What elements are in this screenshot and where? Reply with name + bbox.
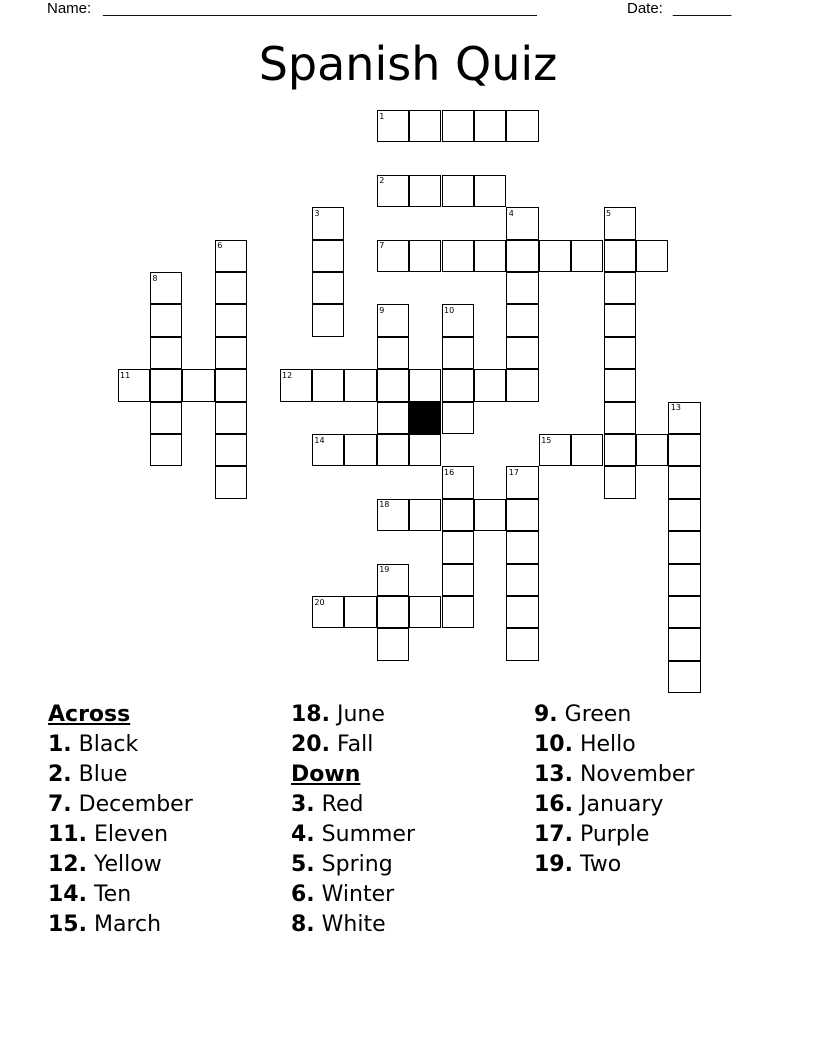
- grid-cell[interactable]: [409, 434, 441, 466]
- grid-cell[interactable]: [442, 369, 474, 401]
- clue-column-1: [48, 700, 193, 940]
- clue-text: Summer: [314, 822, 416, 847]
- grid-cell[interactable]: [474, 240, 506, 272]
- clue-number-label: 11.: [48, 822, 87, 847]
- grid-cell[interactable]: [442, 337, 474, 369]
- clue-across-item: [291, 700, 415, 730]
- clue-across-item: [48, 880, 193, 910]
- clue-down-item: [291, 820, 415, 850]
- grid-cell[interactable]: [604, 369, 636, 401]
- grid-cell[interactable]: [604, 337, 636, 369]
- grid-cell[interactable]: [604, 402, 636, 434]
- grid-cell[interactable]: [668, 434, 700, 466]
- grid-cell[interactable]: [344, 369, 376, 401]
- clue-number-label: 6.: [291, 882, 315, 907]
- grid-cell[interactable]: [506, 369, 538, 401]
- grid-cell[interactable]: [571, 240, 603, 272]
- black-cell: [409, 402, 441, 434]
- clue-across-item: [48, 790, 193, 820]
- clue-number-label: 1.: [48, 732, 72, 757]
- grid-cell[interactable]: [409, 499, 441, 531]
- grid-cell[interactable]: [377, 628, 409, 660]
- clue-number-label: 19.: [534, 852, 573, 877]
- clue-text: Yellow: [86, 852, 162, 877]
- grid-cell[interactable]: [604, 434, 636, 466]
- clue-text: January: [572, 792, 664, 817]
- clue-number-label: 16.: [534, 792, 573, 817]
- clue-number-label: 20.: [291, 732, 330, 757]
- grid-cell[interactable]: [442, 596, 474, 628]
- grid-cell[interactable]: [636, 434, 668, 466]
- grid-cell[interactable]: [377, 369, 409, 401]
- clue-across-item: [48, 910, 193, 940]
- grid-cell[interactable]: [215, 337, 247, 369]
- clue-number-label: 10.: [534, 732, 573, 757]
- clue-text: Red: [314, 792, 364, 817]
- grid-cell[interactable]: [668, 661, 700, 693]
- grid-cell[interactable]: [150, 369, 182, 401]
- clue-number: 12: [282, 370, 293, 380]
- clue-across-item: [48, 820, 193, 850]
- clue-down-item: [534, 760, 694, 790]
- clue-number: 17: [508, 467, 519, 477]
- clue-number: 9: [379, 305, 385, 315]
- grid-cell[interactable]: [409, 240, 441, 272]
- grid-cell[interactable]: [474, 110, 506, 142]
- clue-number-label: 5.: [291, 852, 315, 877]
- grid-cell[interactable]: [506, 596, 538, 628]
- grid-cell[interactable]: [442, 564, 474, 596]
- grid-cell[interactable]: [215, 272, 247, 304]
- down-heading: Down: [291, 762, 361, 787]
- grid-cell[interactable]: [215, 466, 247, 498]
- clue-text: Winter: [314, 882, 395, 907]
- grid-cell[interactable]: [409, 175, 441, 207]
- clue-number: 6: [217, 241, 223, 251]
- clue-down-item: [291, 850, 415, 880]
- clue-text: Spring: [314, 852, 393, 877]
- clue-number: 2: [379, 176, 385, 186]
- clue-number: 13: [670, 403, 681, 413]
- grid-cell[interactable]: [409, 110, 441, 142]
- grid-cell[interactable]: [442, 499, 474, 531]
- clue-number-label: 2.: [48, 762, 72, 787]
- clue-number: 4: [508, 208, 514, 218]
- grid-cell[interactable]: [312, 369, 344, 401]
- clue-down-item: [534, 790, 694, 820]
- grid-cell[interactable]: [150, 434, 182, 466]
- clue-number: 5: [606, 208, 612, 218]
- grid-cell[interactable]: [312, 272, 344, 304]
- clue-text: White: [314, 912, 386, 937]
- grid-cell[interactable]: [668, 564, 700, 596]
- grid-cell[interactable]: [442, 402, 474, 434]
- clue-number: 1: [379, 111, 385, 121]
- grid-cell[interactable]: [312, 304, 344, 336]
- grid-cell[interactable]: [474, 175, 506, 207]
- clue-number-label: 15.: [48, 912, 87, 937]
- clue-text: June: [329, 702, 385, 727]
- clue-across-item: [291, 730, 415, 760]
- grid-cell[interactable]: [604, 466, 636, 498]
- grid-cell[interactable]: [215, 369, 247, 401]
- clue-across-item: [48, 730, 193, 760]
- clue-number-label: 18.: [291, 702, 330, 727]
- grid-cell[interactable]: [312, 240, 344, 272]
- grid-cell[interactable]: [442, 110, 474, 142]
- grid-cell[interactable]: [571, 434, 603, 466]
- date-field-line[interactable]: _______: [673, 0, 732, 17]
- clue-column-2: [291, 700, 415, 940]
- grid-cell[interactable]: [668, 596, 700, 628]
- grid-cell[interactable]: [344, 434, 376, 466]
- grid-cell[interactable]: [150, 304, 182, 336]
- clue-number: 7: [379, 241, 385, 251]
- clue-column-3: [534, 700, 694, 880]
- clue-text: Two: [572, 852, 622, 877]
- grid-cell[interactable]: [215, 434, 247, 466]
- clue-number-label: 14.: [48, 882, 87, 907]
- clue-number: 20: [314, 597, 325, 607]
- grid-cell[interactable]: [668, 628, 700, 660]
- grid-cell[interactable]: [506, 564, 538, 596]
- clue-number: 18: [379, 500, 390, 510]
- clue-number-label: 3.: [291, 792, 315, 817]
- grid-cell[interactable]: [506, 304, 538, 336]
- grid-cell[interactable]: [604, 304, 636, 336]
- clue-text: November: [572, 762, 695, 787]
- grid-cell[interactable]: [506, 110, 538, 142]
- clue-number-label: 17.: [534, 822, 573, 847]
- grid-cell[interactable]: [506, 531, 538, 563]
- clue-text: Black: [71, 732, 139, 757]
- clue-across-item: [48, 760, 193, 790]
- clue-text: December: [71, 792, 193, 817]
- clue-number-label: 4.: [291, 822, 315, 847]
- clue-text: Ten: [86, 882, 132, 907]
- grid-cell[interactable]: [506, 337, 538, 369]
- clue-down-item: [534, 850, 694, 880]
- grid-cell[interactable]: [150, 402, 182, 434]
- date-label: Date:: [627, 0, 663, 17]
- grid-cell[interactable]: [442, 240, 474, 272]
- name-label: Name:: [47, 0, 92, 17]
- grid-cell[interactable]: [539, 240, 571, 272]
- clue-across-item: [48, 850, 193, 880]
- clue-down-item: [291, 790, 415, 820]
- clue-text: Purple: [572, 822, 650, 847]
- clue-number: 11: [120, 370, 131, 380]
- grid-cell[interactable]: [215, 304, 247, 336]
- page-title: Spanish Quiz: [258, 37, 558, 91]
- grid-cell[interactable]: [409, 369, 441, 401]
- clue-down-item: [291, 910, 415, 940]
- clue-number: 8: [152, 273, 158, 283]
- clue-number: 14: [314, 435, 325, 445]
- clue-down-item: [291, 880, 415, 910]
- clue-down-item: [534, 820, 694, 850]
- grid-cell[interactable]: [668, 499, 700, 531]
- grid-cell[interactable]: [474, 369, 506, 401]
- grid-cell[interactable]: [377, 337, 409, 369]
- name-field-line[interactable]: ____________________________________________________: [103, 0, 537, 17]
- clue-text: March: [86, 912, 162, 937]
- clue-text: Green: [557, 702, 632, 727]
- clue-number: 19: [379, 565, 390, 575]
- grid-cell[interactable]: [668, 531, 700, 563]
- clue-text: Blue: [71, 762, 128, 787]
- grid-cell[interactable]: [474, 499, 506, 531]
- grid-cell[interactable]: [182, 369, 214, 401]
- grid-cell[interactable]: [150, 337, 182, 369]
- clue-down-item: [534, 700, 694, 730]
- clue-down-item: [534, 730, 694, 760]
- grid-cell[interactable]: [377, 434, 409, 466]
- grid-cell[interactable]: [668, 466, 700, 498]
- clue-number: 3: [314, 208, 320, 218]
- grid-cell[interactable]: [377, 402, 409, 434]
- grid-cell[interactable]: [344, 596, 376, 628]
- clue-number-label: 8.: [291, 912, 315, 937]
- grid-cell[interactable]: [409, 596, 441, 628]
- clue-number-label: 9.: [534, 702, 558, 727]
- grid-cell[interactable]: [506, 272, 538, 304]
- grid-cell[interactable]: [636, 240, 668, 272]
- grid-cell[interactable]: [506, 628, 538, 660]
- clue-text: Hello: [572, 732, 636, 757]
- grid-cell[interactable]: [377, 596, 409, 628]
- clue-number: 15: [541, 435, 552, 445]
- clue-number: 16: [444, 467, 455, 477]
- clue-number: 10: [444, 305, 455, 315]
- grid-cell[interactable]: [604, 272, 636, 304]
- clue-number-label: 7.: [48, 792, 72, 817]
- across-heading: Across: [48, 702, 131, 727]
- clue-number-label: 12.: [48, 852, 87, 877]
- grid-cell[interactable]: [506, 499, 538, 531]
- clue-text: Fall: [329, 732, 374, 757]
- clue-text: Eleven: [86, 822, 169, 847]
- grid-cell[interactable]: [215, 402, 247, 434]
- grid-cell[interactable]: [506, 240, 538, 272]
- grid-cell[interactable]: [442, 531, 474, 563]
- clue-number-label: 13.: [534, 762, 573, 787]
- grid-cell[interactable]: [604, 240, 636, 272]
- grid-cell[interactable]: [442, 175, 474, 207]
